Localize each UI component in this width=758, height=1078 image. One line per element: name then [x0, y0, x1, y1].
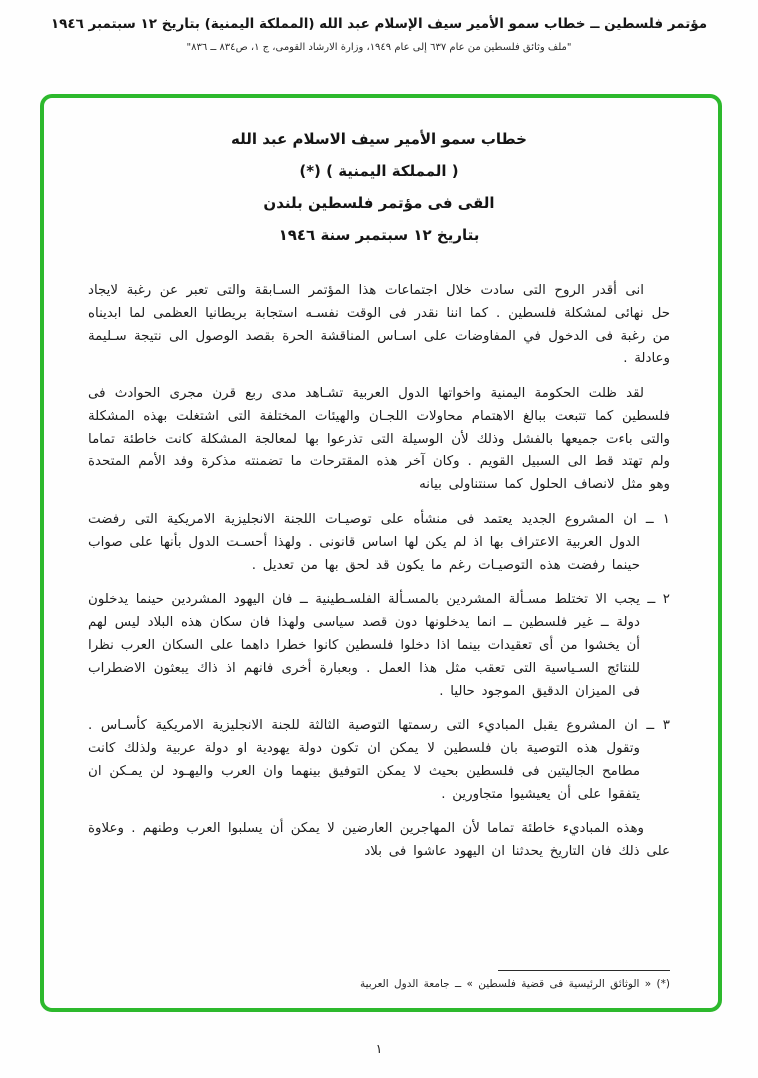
speech-body — [88, 268, 670, 864]
speech-subtitle-date: بتاريخ ١٢ سبتمبر سنة ١٩٤٦ — [278, 226, 480, 244]
page-number: ١ — [375, 1041, 383, 1056]
speech-subtitle-kingdom: ( المملكة اليمنية ) (*) — [299, 162, 459, 180]
footnote-divider — [498, 970, 670, 971]
paragraph-1: انى أقدر الروح التى سادت خلال اجتماعات هذا المؤتمر السـابقة والتى تعبر عن رغبة لايجاد حل نهائى لمشكلة فلسطين . كما اننا نقدر فى الوقت نفسـه استجابة بريطانيا العظمى لما ابديناه من رغبة فى الدخول في المفاوضات على اسـاس المناقشة الحرة بقصد الوصول الى نتيجة سـليمة وعادلة . — [88, 283, 670, 367]
header-title-line: مؤتمر فلسطين ــ خطاب سمو الأمير سيف الإسلام عبد الله (المملكة اليمنية) بتاريخ ١٢ سبتمبر ١٩٤٦ — [50, 16, 708, 32]
highlight-border-box — [40, 94, 722, 1012]
document-content — [88, 130, 670, 990]
numbered-item-3: ٣ ــ ان المشروع يقبل المباديء التى رسمتها التوصية الثالثة للجنة الانجليزية الامريكية كأسـاس . وتقول هذه التوصية بان فلسطين لا يمكن ان تكون دولة يهودية او دولة عربية ولذلك كانت مطامح الجاليتين فى فلسطين بحيث لا يمكن التوفيق بينهما وان العرب واليهـود لن يمـكن ان يتفقوا على أن يعيشيوا متجاورين . — [88, 718, 670, 802]
header-source-line: "ملف وثائق فلسطين من عام ٦٣٧ إلى عام ١٩٤٩، وزارة الارشاد القومى، ج ١، ص٨٣٤ ــ ٨٣٦" — [186, 42, 572, 53]
document-header — [0, 0, 758, 53]
speech-subtitle-venue: القى فى مؤتمر فلسطين بلندن — [263, 194, 495, 212]
footnote-block — [88, 960, 670, 990]
speech-title: خطاب سمو الأمير سيف الاسلام عبد الله — [231, 130, 527, 148]
paragraph-2: لقد ظلت الحكومة اليمنية واخواتها الدول العربية تشـاهد مدى ربع قرن مجرى الحوادث فى فلسطين كما تتبعت ببالغ الاهتمام محاولات اللجـان والهيئات المختلفة التى اشتغلت بهذه المشكلة والتى باءت جميعها بالفشل وذلك لأن الوسيلة التى تذرعوا بها لمعالجة المشكلة كانت خاطئة تماما ولم تهتد قط الى السبيل القويم . وكان آخر هذه المقترحات ما تضمنته مذكرة وفد الأمم المتحدة وهو مثل لانصاف الحلول كما سنتناولى بيانه — [88, 386, 670, 493]
footnote-text: (*) « الوثائق الرئيسية فى قضية فلسطين » ــ جامعة الدول العربية — [359, 978, 670, 990]
numbered-item-1: ١ ــ ان المشروع الجديد يعتمد فى منشأه على توصيـات اللجنة الانجليزية الامريكية التى رفضت الدول العربية الاعتراف بها اذ لم يكن لها اساس قانونى . ولهذا أحسـت الدول بأنها على صواب حينما رفضت هذه التوصيـات رغم ما يكون قد لحق بها من تعديل . — [88, 512, 670, 573]
numbered-item-2: ٢ ــ يجب الا تختلط مسـألة المشردين بالمسـألة الفلسـطينية ــ فان اليهود المشردين حينما يدخلون دولة ــ غير فلسطين ــ انما يدخلونها دون قصد سياسى ولهذا فان سكان هذه البلاد ليس لهم أن يخشوا من أى تعقيدات بينما اذا دخلوا فلسطين كانوا خطرا داهما على السكان العرب نظرا للنتائج السـياسية التى تعقب مثل هذا العمل . وبعبارة أخرى فانهم اذ ذاك يبعثون الاضطراب فى الميزان الدقيق الموجود حاليا . — [88, 592, 670, 699]
speech-title-block — [88, 130, 670, 258]
closing-paragraph: وهذه المباديء خاطئة تماما لأن المهاجرين العارضين لا يمكن أن يسلبوا العرب وطنهم . وعلاوة على ذلك فان التاريخ يحدثنا ان اليهود عاشوا فى بلاد — [88, 821, 670, 860]
